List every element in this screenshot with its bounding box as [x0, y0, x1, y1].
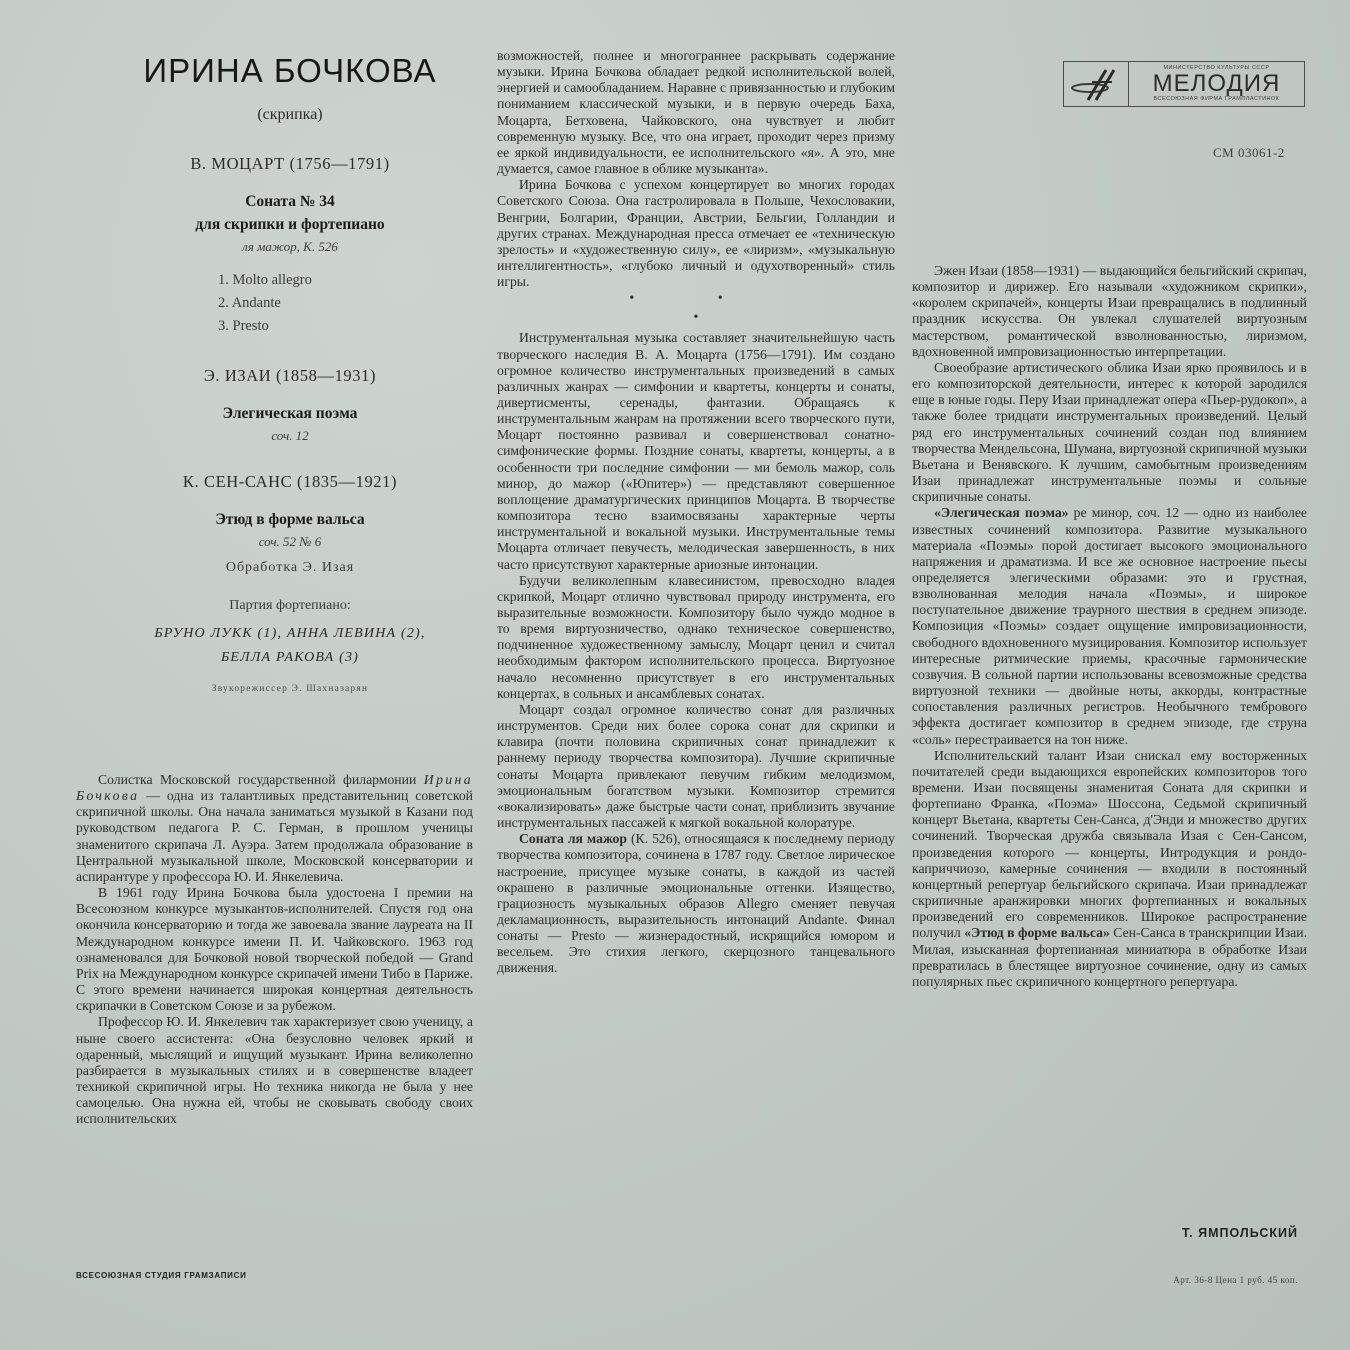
studio-credit: ВСЕСОЮЗНАЯ СТУДИЯ ГРАМЗАПИСИ: [76, 1271, 247, 1280]
text: ре минор, соч. 12 — одно из наиболее известных сочинений композитора. Развитие музыкального материала «Поэмы» порой достигает высокого эмоционального напряжения и драматизма. И все же основное настроение пьесы определяется элегическими образами: это и грустная, взволнованная мелодия начала «Поэмы», и широкое поступательное движение траурного шествия в среднем эпизоде. Композиция «Поэмы» создает ощущение импровизационности, свободного вдохновенного музицирования. Композитор использует интересные ритмические приемы, красочные гармонические созвучия. В сольной партии использованы всевозможные средства виртуозной техники — двойные ноты, аккорды, контрастные сопоставления различных регистров. Необычного тембрового эффекта достигает композитор в среднем эпизоде, где струна «соль» перестраивается на тон ниже.: [912, 505, 1307, 747]
paragraph: Профессор Ю. И. Янкелевич так характеризует свою ученицу, а ныне своего ассистента: «Она безусловно человек яркий и одаренный, мыслящий и ищущий музыкант. Ирина великолепно разбирается в музыкальных стилях и в совершенстве владеет техникой скрипичной игры. Но техника никогда не была у нее самоцелью. Она нужна ей, чтобы не сковывать свободу своих исполнительских: [76, 1014, 473, 1127]
paragraph: Ирина Бочкова с успехом концертирует во многих городах Советского Союза. Она гастролировала в Польше, Чехословакии, Венгрии, Болгарии, Франции, Австрии, Бельгии, Голландии и других странах. Международная пресса отмечает ее «техническую зрелость» и «художественную силу», ее «лиризм», «музыкальную интеллигентность», «глубоко личный и одухотворенный» стиль игры.: [497, 177, 895, 290]
notes-column-right: [912, 263, 1307, 990]
piano-label: Партия фортепиано:: [229, 598, 351, 613]
work-title-line: Соната № 34: [245, 193, 335, 210]
paragraph: Будучи великолепным клавесинистом, превосходно владея скрипкой, Моцарт отлично чувствовал природу инструмента, его выразительные возможности. Композитору было чуждо модное в то время виртуозничество, однако техническое совершенство, подчиненное художественному замыслу, Моцарт ценил и считал необходимым фактором исполнительского процесса. Виртуозное начало несомненно присутствует в его инструментальных концертах, в сольных и ансамблевых сонатах.: [497, 572, 895, 701]
work-opus: соч. 12: [271, 428, 309, 443]
section-divider-dot: •: [693, 310, 699, 326]
text: Солистка Московской государственной филармонии: [98, 772, 424, 787]
paragraph: возможностей, полнее и многограннее раскрывать содержание музыки. Ирина Бочкова обладает редкой исполнительской волей, энергией и самообладанием. Наравне с привязанностью и глубоким пониманием классической музыки, и в первую очередь Баха, Моцарта, Бетховена, Чайковского, она чувствует и любит современную музыку. Все, что она играет, проходит через призму ее яркой индивидуальности, ее исполнительского «я». А это, мне думается, самое главное в облике музыканта».: [497, 48, 895, 177]
price-info: Арт. 36-8 Цена 1 руб. 45 коп.: [1173, 1275, 1298, 1285]
pianists-line: БЕЛЛА РАКОВА (3): [220, 650, 360, 665]
sound-engineer: Звукорежиссер Э. Шахназарян: [211, 684, 369, 694]
program-item-mozart: [100, 154, 480, 338]
pianists-line: БРУНО ЛУКК (1), АННА ЛЕВИНА (2),: [154, 626, 426, 641]
arrangement: Обработка Э. Изая: [225, 560, 355, 575]
work-title-inline: «Этюд в форме вальса»: [964, 925, 1110, 941]
work-title-inline: «Элегическая поэма»: [934, 505, 1069, 521]
text: — одна из талантливых представительниц советской скрипичной школы. Она начала заниматься музыкой в Казани под руководством педагога Р. С. Герман, в прошлом ученицы знаменитого скрипача Л. Ауэра. Затем продолжала образование в Центральной музыкальной школе, Московской консерватории и аспирантуре у профессора Ю. И. Янкелевича.: [76, 788, 473, 884]
paragraph: В 1961 году Ирина Бочкова была удостоена I премии на Всесоюзном конкурсе музыкантов-исполнителей. Спустя год она окончила консерваторию и тогда же завоевала звание лауреата на II Международном конкурсе имени П. И. Чайковского. 1963 год ознаменовался для Бочковой новой творческой победой — Grand Prix на Международном конкурсе скрипачей имени Тибо в Париже. С этого времени начинается широкая концертная деятельность скрипачки в Советском Союзе и за рубежом.: [76, 885, 473, 1014]
artist-name: ИРИНА БОЧКОВА: [143, 52, 437, 89]
paragraph: Моцарт создал огромное количество сонат для различных инструментов. Среди них более сорока сонат для скрипки и клавира (почти половина скрипичных сонат принадлежит к раннему периоду творчества композитора). Лучшие скрипичные сонаты Моцарта привлекают певучим гибким мелодизмом, эмоциональным богатством музыки. Композитор стремится «вокализировать» даже быстрые части сонат, приблизить звучание инструментальных пассажей к мягкой вокальной колоратуре.: [497, 701, 895, 831]
paragraph: [497, 831, 895, 976]
logo-text: [1129, 62, 1304, 106]
work-title: [100, 190, 480, 236]
notes-column-middle: [497, 48, 895, 977]
logo-company: ВСЕСОЮЗНАЯ ФИРМА ГРАМПЛАСТИНОК: [1153, 96, 1280, 102]
text: (К. 526), относящаяся к последнему периоду творчества композитора, сочинена в 1787 году. Светлое лирическое настроение, присущее музыке сонаты, в каждой из частей окрашено в различные эмоциональные оттенки. Изящество, грациозность музыкальных образов Allegro сменяет певучая декламационность, выразительность интонаций Andante. Финал сонаты — Presto — жизнерадостный, искрящийся юмором и весельем. Это стихия легкого, скерцозного танцевального движения.: [497, 831, 895, 976]
movement: 1. Molto allegro: [218, 272, 312, 288]
melodiya-emblem-icon: [1064, 62, 1129, 106]
paragraph: Своеобразие артистического облика Изаи ярко проявилось и в его композиторской деятельности, интерес к которой зародился еще в юные годы. Перу Изаи принадлежат опера «Пьер-рудокоп», а также более тридцати инструментальных произведений. Целый ряд его инструментальных сочинений создан под влиянием творчества Мендельсона, Шумана, виртуозной скрипичной музыки Вьетана и Венявского. К лучшим, самобытным произведениям Изаи принадлежат инструментальные поэмы и сольные скрипичные сонаты.: [912, 359, 1307, 505]
composer: В. МОЦАРТ (1756—1791): [190, 154, 390, 173]
work-title-inline: Соната ля мажор: [519, 831, 628, 847]
work-opus: соч. 52 № 6: [258, 534, 322, 549]
work-title: Элегическая поэма: [222, 405, 358, 422]
text: Сен-Санса в транскрипции Изаи. Милая, изысканная фортепианная миниатюра в обработке Изаи превратилась в блестящее виртуозное сочинение, одну из самых популярных пьес скрипичного концертного репертуара.: [912, 925, 1308, 989]
paragraph: Инструментальная музыка составляет значительнейшую часть творческого наследия В. А. Моцарта (1756—1791). Им создано огромное количество инструментальных произведений в самых различных жанрах — симфонии и квартеты, концерты и сонаты, дивертисменты, серенады, фантазии. Обращаясь к инструментальным жанрам на протяжении всего творческого пути, Моцарт постоянно развивал и совершенствовал сонатно-симфонические формы. Поздние сонаты, квартеты, концерты, а в особенности три последние симфонии — ми бемоль мажор, соль минор, до мажор («Юпитер») — представляют совершенное воплощение драматургических принципов Моцарта. В творчестве композитора тесно взаимосвязаны характерные черты инструментальной и вокальной музыки. Инструментальные темы Моцарта отличает певучесть, мелодическая завершенность, в них часто присутствуют характерные ариозные интонации.: [497, 330, 895, 572]
work-key: ля мажор, К. 526: [242, 239, 338, 254]
paragraph: [76, 772, 473, 885]
movement-list: [218, 269, 480, 338]
paragraph: [912, 748, 1307, 990]
program-item-ysaye: [100, 366, 480, 444]
author-signature: Т. ЯМПОЛЬСКИЙ: [1181, 1226, 1298, 1240]
work-title: Этюд в форме вальса: [215, 511, 365, 528]
composer: К. СЕН-САНС (1835—1921): [182, 472, 398, 491]
movement: 3. Presto: [218, 318, 269, 334]
program-item-saint-saens: [100, 472, 480, 576]
movement: 2. Andante: [218, 295, 281, 311]
section-divider: • •: [629, 291, 763, 307]
composer: Э. ИЗАИ (1858—1931): [203, 366, 377, 385]
instrument: (скрипка): [257, 106, 323, 123]
melodiya-logo: [1063, 61, 1305, 107]
program-column: [100, 48, 480, 694]
paragraph: [912, 505, 1307, 747]
biography: [76, 772, 473, 1127]
pianists: [100, 622, 480, 670]
paragraph: Эжен Изаи (1858—1931) — выдающийся бельгийский скрипач, композитор и дирижер. Его называли «художником скрипки», «королем скрипачей», концерты Изаи превращались в подлинный праздник искусства. Он увлекал слушателей виртуозным мастерством, романтической взволнованностью, лиризмом, вдохновенной импровизационностью интерпретации.: [912, 263, 1307, 359]
catalog-number: СМ 03061-2: [1213, 145, 1285, 160]
text: Исполнительский талант Изаи снискал ему восторженных почитателей среди выдающихся европейских композиторов того времени. Изаи посвящены знаменитая Соната для скрипки и фортепиано Франка, «Поэма» Шоссона, Седьмой скрипичный концерт Вьетана, квартеты Сен-Санса, д'Энди и множество других сочинений. Творческая дружба связывала Изая с Сен-Сансом, произведения которого — концерты, Интродукция и рондо-каприччиозо, камерные сочинения — входили в постоянный концертный репертуар бельгийского скрипача. Изаи принадлежат скрипичные аранжировки многих фортепианных и вокальных произведений его современников. Широкое распространение получил: [912, 747, 1307, 941]
logo-ministry: МИНИСТЕРСТВО КУЛЬТУРЫ СССР: [1163, 65, 1270, 71]
work-title-line: для скрипки и фортепиано: [195, 216, 385, 233]
logo-brand: МЕЛОДИЯ: [1152, 70, 1281, 97]
artist-name-inline: Ирина Бочкова: [76, 772, 473, 804]
